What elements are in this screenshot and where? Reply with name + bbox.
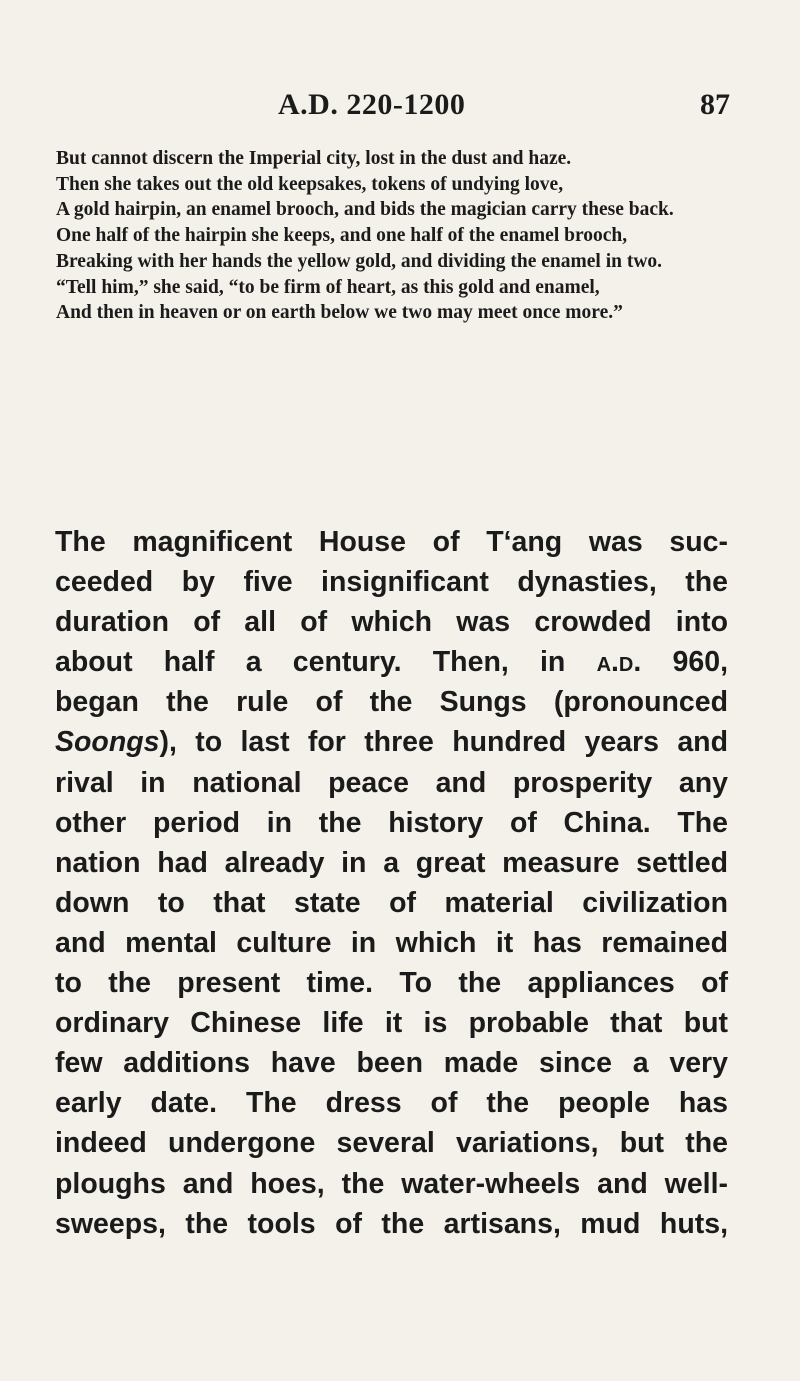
page-number: 87: [700, 88, 730, 121]
poem-line: Breaking with her hands the yellow gold, and dividing the enamel in two.: [56, 250, 663, 272]
paragraph-line: ceeded by five insignificant dynasties, the: [55, 566, 728, 599]
running-head: [0, 88, 800, 128]
paragraph-line: [55, 722, 728, 762]
paragraph-line: few additions have been made since a very: [55, 1047, 728, 1080]
paragraph-line: ploughs and hoes, the water-wheels and well-: [55, 1167, 728, 1200]
paragraph-line: The magnificent House of T‘ang was suc-: [55, 526, 728, 558]
text-run: ), to last for three hundred years and: [159, 726, 728, 759]
paragraph-line: sweeps, the tools of the artisans, mud huts,: [55, 1207, 728, 1240]
italic-term: Soongs: [55, 726, 160, 759]
poem-line: “Tell him,” she said, “to be firm of heart, as this gold and enamel,: [56, 276, 600, 298]
text-run: about half a century. Then, in: [55, 646, 597, 679]
paragraph-line: early date. The dress of the people has: [55, 1087, 728, 1120]
poem-line: And then in heaven or on earth below we two may meet once more.”: [56, 302, 623, 324]
paragraph-line: to the present time. To the appliances of: [55, 967, 728, 1000]
running-title: A.D. 220-1200: [278, 88, 466, 121]
paragraph-line: and mental culture in which it has remained: [55, 926, 728, 959]
poem-line: But cannot discern the Imperial city, lost in the dust and haze.: [56, 148, 572, 169]
paragraph-line: duration of all of which was crowded into: [55, 606, 728, 639]
poem-line: Then she takes out the old keepsakes, tokens of undying love,: [56, 173, 564, 195]
paragraph-line: ordinary Chinese life it is probable that but: [55, 1007, 728, 1040]
poem-excerpt: [56, 146, 736, 326]
poem-line: One half of the hairpin she keeps, and one half of the enamel brooch,: [56, 225, 628, 247]
paragraph-line: indeed undergone several variations, but the: [55, 1127, 728, 1160]
paragraph-line: rival in national peace and prosperity any: [55, 766, 728, 799]
body-paragraph: [55, 522, 728, 1244]
paragraph-line: other period in the history of China. The: [55, 806, 728, 839]
text-run: 960,: [641, 646, 728, 679]
poem-line: A gold hairpin, an enamel brooch, and bids the magician carry these back.: [56, 199, 674, 221]
paragraph-line: [55, 642, 728, 682]
era-abbreviation: a.d.: [596, 646, 642, 679]
paragraph-line: down to that state of material civilization: [55, 886, 728, 919]
paragraph-line: nation had already in a great measure settled: [55, 846, 728, 879]
paragraph-line: began the rule of the Sungs (pronounced: [55, 686, 728, 719]
